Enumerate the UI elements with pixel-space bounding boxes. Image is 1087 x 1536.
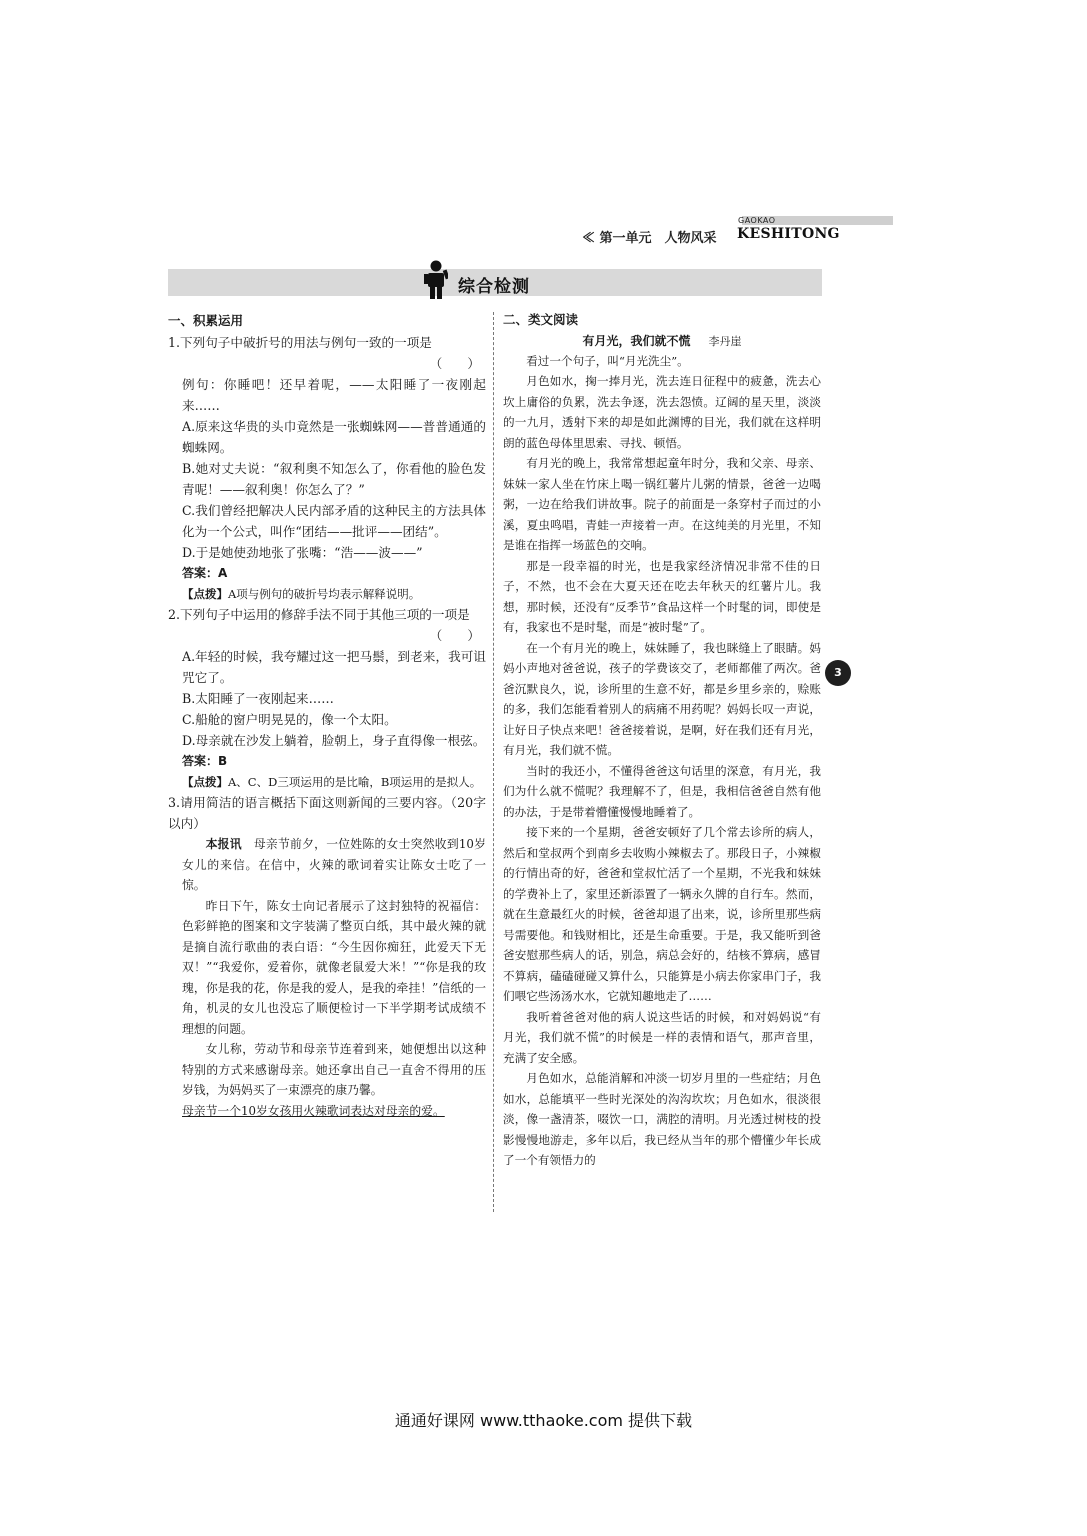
- article-paragraph: 接下来的一个星期，爸爸安顿好了几个常去诊所的病人，然后和堂叔两个到南乡去收购小辣椒去了。那段日子，小辣椒的行情出奇的好，爸爸和堂叔忙活了一个星期，不光我和妹妹的学费补上了，家里还新添置了一辆永久牌的自行车。然而，就在生意最红火的时候，爸爸却退了出来，说，诊所里那些病号需要他。和钱财相比，还是生命重要。于是，我又能听到爸爸安慰那些病人的话，别急，病总会好的，结核不算病，感冒不算病，磕磕碰碰又算什么，只能算是小病去你家串门子，我们喂它些汤汤水水，它就知趣地走了……: [503, 825, 821, 1003]
- question-2-option-d: D.母亲就在沙发上躺着，脸朝上，身子直得像一根弦。: [182, 733, 486, 748]
- article-paragraph: 月色如水，掬一捧月光，洗去连日征程中的疲惫，洗去心坎上庸俗的负累，洗去争逐，洗去怨愤。辽阔的星天里，淡淡的一九月，透射下来的却是如此渊博的目光，我们就在这样明朗的蓝色母体里思索、寻找、顿悟。: [503, 374, 821, 450]
- header-brand-small: GAOKAO: [738, 216, 776, 225]
- tip-label: 【点拨】: [182, 775, 228, 789]
- left-column: [168, 310, 486, 1121]
- question-1-example: 例句：你睡吧！还早着呢，——太阳睡了一夜刚起来……: [182, 377, 486, 413]
- question-2-option-b: B.太阳睡了一夜刚起来……: [182, 691, 334, 706]
- news-lead: 本报讯: [205, 837, 242, 851]
- question-3-answer: 母亲节一个10岁女孩用火辣歌词表达对母亲的爱。: [182, 1103, 445, 1118]
- news-paragraph-1: [168, 834, 486, 896]
- article-paragraph: 有月光的晚上，我常常想起童年时分，我和父亲、母亲、妹妹一家人坐在竹床上喝一锅红薯片儿粥的情景，爸爸一边喝粥，一边在给我们讲故事。院子的前面是一条穿村子而过的小溪，夏虫鸣唱，青蛙一声接着一声。在这纯美的月光里，不知是谁在指挥一场蓝色的交响。: [503, 456, 821, 552]
- question-2-answer: 答案：B: [182, 754, 228, 768]
- article-paragraph: 月色如水，总能消解和冲淡一切岁月里的一些症结；月色如水，总能填平一些时光深处的沟沟坎坎；月色如水，很淡很淡，像一盏清茶，啜饮一口，满腔的清明。月光透过树枝的投影慢慢地游走，多年以后，我已经从当年的那个懵懂少年长成了一个有领悟力的: [503, 1071, 821, 1167]
- news-paragraph-2: 昨日下午，陈女士向记者展示了这封独特的祝福信：色彩鲜艳的图案和文字装满了整页白纸，其中最火辣的就是摘自流行歌曲的表白语：“今生因你痴狂，此爱天下无双！”“我爱你，爱着你，就像老鼠爱大米！”“你是我的玫瑰，你是我的花，你是我的爱人，是我的牵挂！”信纸的一角，机灵的女儿也没忘了顺便检讨一下半学期考试成绩不理想的问题。: [182, 898, 486, 1036]
- question-1-option-d: D.于是她使劲地张了张嘴：“浩——波——”: [182, 545, 423, 560]
- section-heading-1: 一、积累运用: [168, 313, 244, 328]
- article-paragraph: 看过一个句子，叫“月光洗尘”。: [526, 353, 689, 368]
- question-3-stem: 3.请用简洁的语言概括下面这则新闻的三要内容。（20字以内）: [168, 795, 486, 831]
- article-title-line: [503, 332, 821, 351]
- page-number-badge: 3: [825, 660, 851, 686]
- question-1-stem: 1.下列句子中破折号的用法与例句一致的一项是: [168, 335, 432, 350]
- question-1-answer: 答案：A: [182, 566, 228, 580]
- article-title: 有月光，我们就不慌: [582, 333, 691, 348]
- section-banner: [168, 269, 822, 296]
- footer-download-note: 通通好课网 www.tthaoke.com 提供下载: [394, 1411, 693, 1430]
- question-1-option-b: B.她对丈夫说：“叙利奥不知怎么了，你看他的脸色发青呢！——叙利奥！你怎么了？”: [182, 461, 486, 497]
- question-2-tip: [168, 772, 486, 792]
- tip-label: 【点拨】: [182, 587, 228, 601]
- person-icon: [424, 260, 448, 300]
- article-paragraph: 在一个有月光的晚上，妹妹睡了，我也眯缝上了眼睛。妈妈小声地对爸爸说，孩子的学费该交了，老师都催了两次。爸爸沉默良久，说，诊所里的生意不好，都是乡里乡亲的，赊账的多，我们怎能看着别人的病痛不用药呢？妈妈长叹一声说，让好日子快点来吧！爸爸接着说，是啊，好在我们还有月光，有月光，我们就不慌。: [503, 640, 821, 757]
- tip-text: A、C、D三项运用的是比喻，B项运用的是拟人。: [228, 775, 482, 789]
- news-text: 母亲节前夕，一位姓陈的女士突然收到10岁女儿的来信。在信中，火辣的歌词着实让陈女士吃了一惊。: [182, 837, 486, 892]
- article-paragraph: 我听着爸爸对他的病人说这些话的时候，和对妈妈说“有月光，我们就不慌”的时候是一样的表情和语气，那声音里，充满了安全感。: [503, 1009, 821, 1065]
- banner-title: 综合检测: [458, 277, 530, 297]
- question-1-option-a: A.原来这华贵的头巾竟然是一张蜘蛛网——普普通通的蜘蛛网。: [182, 419, 486, 455]
- question-1-option-c: C.我们曾经把解决人民内部矛盾的这种民主的方法具体化为一个公式，叫作“团结——批评——团结”。: [182, 503, 486, 539]
- article-paragraph: 当时的我还小，不懂得爸爸这句话里的深意，有月光，我们为什么就不慌呢？我理解不了，但是，我相信爸爸自然有他的办法，于是带着懵懂慢慢地睡着了。: [503, 763, 821, 819]
- header-unit-title: ≪ 第一单元 人物风采: [582, 231, 717, 246]
- column-divider: [493, 312, 494, 1212]
- question-2-option-c: C.船舱的窗户明晃晃的，像一个太阳。: [182, 712, 397, 727]
- question-2-bracket: （ ）: [429, 628, 480, 643]
- article-author: 李丹崖: [708, 334, 742, 348]
- page-header: [580, 216, 895, 244]
- right-column: [503, 310, 821, 1171]
- question-2-stem: 2.下列句子中运用的修辞手法不同于其他三项的一项是: [168, 607, 470, 622]
- question-1-bracket: （ ）: [429, 356, 480, 371]
- section-heading-2: 二、类文阅读: [503, 312, 579, 327]
- article-paragraph: 那是一段幸福的时光，也是我家经济情况非常不佳的日子，不然，也不会在大夏天还在吃去年秋天的红薯片儿。我想，那时候，还没有“反季节”食品这样一个时髦的词，即使是有，我家也不是时髦，而是“被时髦”了。: [503, 558, 821, 634]
- question-1-tip: [168, 584, 486, 604]
- question-2-option-a: A.年轻的时候，我夸耀过这一把马鬃，到老来，我可诅咒它了。: [182, 649, 486, 685]
- news-paragraph-3: 女儿称，劳动节和母亲节连着到来，她便想出以这种特别的方式来感谢母亲。她还拿出自己一直舍不得用的压岁钱，为妈妈买了一束漂亮的康乃馨。: [182, 1042, 486, 1097]
- header-brand: KESHITONG: [737, 226, 840, 242]
- tip-text: A项与例句的破折号均表示解释说明。: [228, 587, 421, 601]
